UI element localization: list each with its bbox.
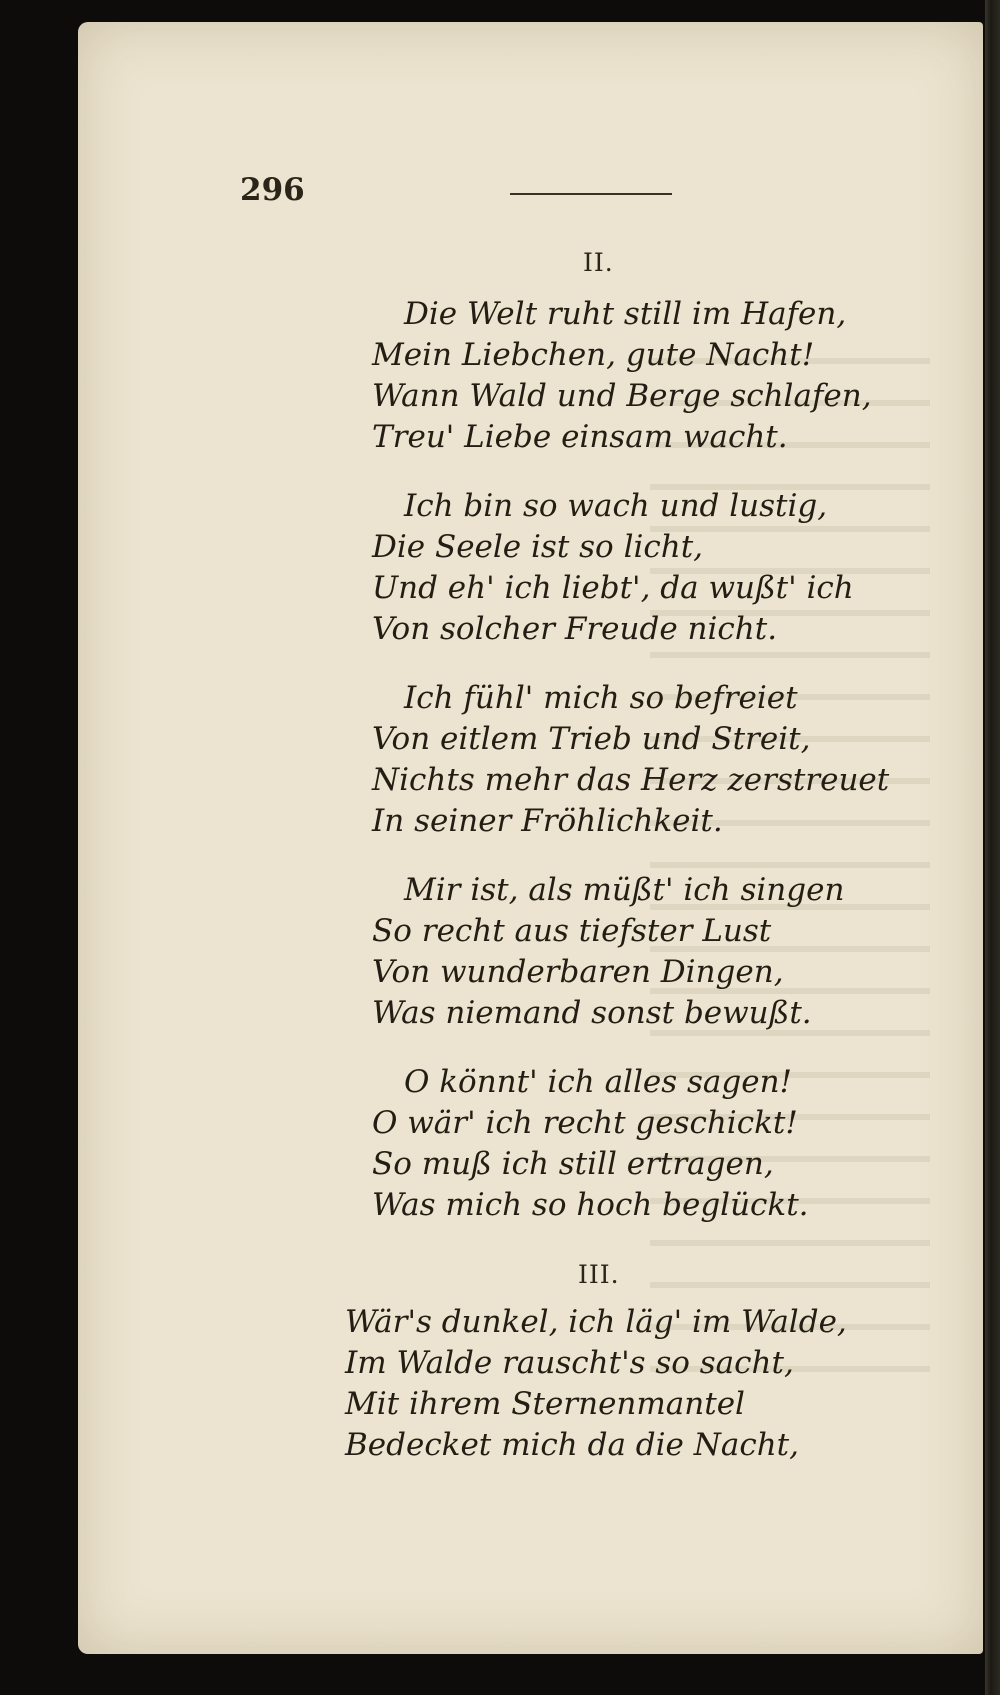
poem-line: Die Seele ist so licht, [372,529,704,565]
poem-line: Ich fühl' mich so befreiet [404,680,798,716]
poem-line: Von eitlem Trieb und Streit, [372,721,811,757]
poem-line: Mit ihrem Sternenmantel [345,1386,745,1422]
poem-line: Mein Liebchen, gute Nacht! [372,337,815,373]
poem-line: O wär' ich recht geschickt! [372,1105,798,1141]
section-title: II. [583,248,614,277]
poem-line: Was mich so hoch beglückt. [372,1187,809,1223]
poem-line: Bedecket mich da die Nacht, [345,1427,799,1463]
poem-line: Von solcher Freude nicht. [372,611,778,647]
poem-line: Nichts mehr das Herz zerstreuet [372,762,890,798]
header-rule [510,193,672,195]
poem-line: So recht aus tiefster Lust [372,913,772,949]
poem-line: Und eh' ich liebt', da wußt' ich [372,570,854,606]
section-title: III. [578,1260,620,1289]
poem-line: Wär's dunkel, ich läg' im Walde, [345,1304,847,1340]
poem-line: Im Walde rauscht's so sacht, [345,1345,794,1381]
poem-line: Von wunderbaren Dingen, [372,954,784,990]
poem-line: In seiner Fröhlichkeit. [372,803,723,839]
poem-line: Mir ist, als müßt' ich singen [404,872,845,908]
poem-line: Wann Wald und Berge schlafen, [372,378,872,414]
poem-line: Ich bin so wach und lustig, [404,488,828,524]
poem-line: Treu' Liebe einsam wacht. [372,419,788,455]
poem-line: So muß ich still ertragen, [372,1146,774,1182]
page-number: 296 [240,172,305,208]
poem-line: Was niemand sonst bewußt. [372,995,812,1031]
book-edge [985,0,1000,1695]
poem-line: Die Welt ruht still im Hafen, [404,296,847,332]
poem-line: O könnt' ich alles sagen! [404,1064,792,1100]
